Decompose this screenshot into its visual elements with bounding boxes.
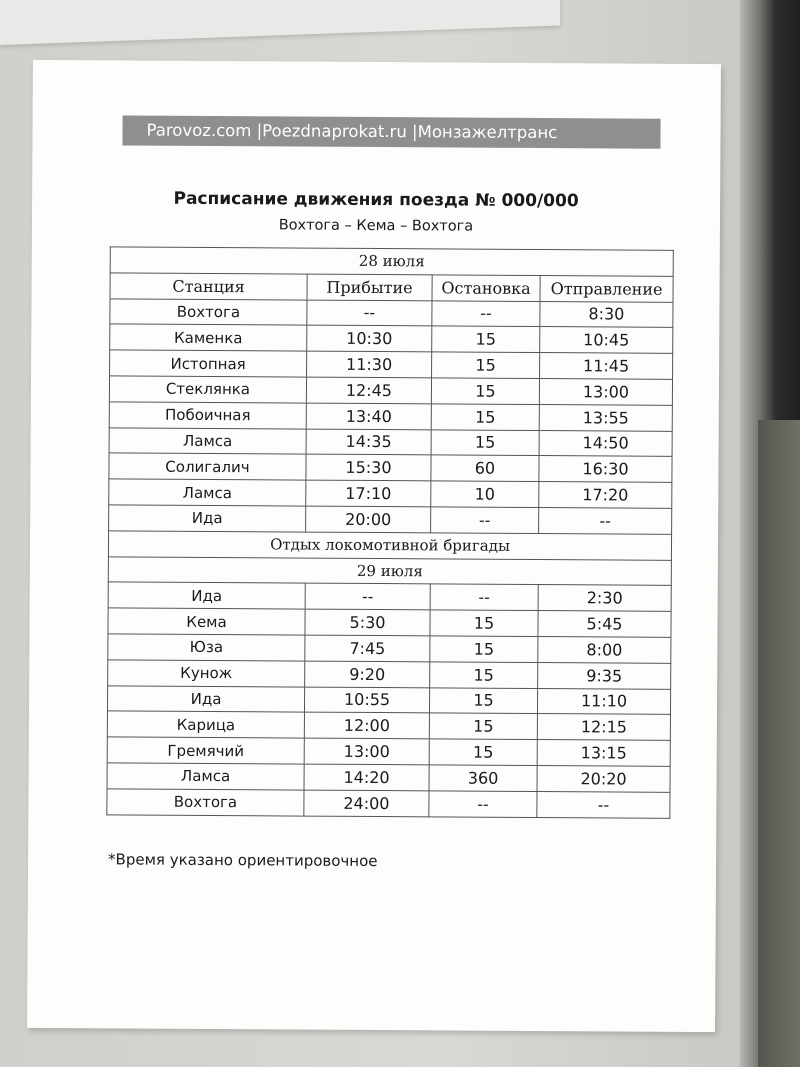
table-row [109, 402, 672, 431]
table-row [109, 453, 672, 482]
arrival-cell: 7:45 [305, 635, 430, 662]
stop-cell: 15 [431, 404, 539, 430]
departure-cell: -- [537, 791, 670, 818]
station-cell: Ламса [109, 427, 306, 454]
departure-cell: 16:30 [539, 456, 672, 483]
departure-cell: 9:35 [538, 662, 671, 689]
stop-cell: -- [430, 584, 538, 610]
table-row [109, 479, 672, 508]
station-cell: Карица [107, 711, 304, 738]
header-departure: Отправление [540, 275, 673, 302]
departure-cell: 11:45 [540, 353, 673, 380]
arrival-cell: 12:45 [306, 377, 431, 404]
header-arrival: Прибытие [307, 274, 432, 301]
arrival-cell: 17:10 [306, 480, 431, 507]
departure-cell: -- [539, 507, 672, 534]
departure-cell: 20:20 [537, 765, 670, 792]
departure-cell: 14:50 [539, 430, 672, 457]
day2-date-label-row [108, 556, 671, 585]
station-cell: Вохтога [107, 789, 304, 816]
background-wall [758, 420, 800, 1067]
departure-cell: 13:15 [537, 740, 670, 767]
departure-cell: 2:30 [538, 585, 671, 612]
schedule-sheet [27, 60, 721, 1032]
station-cell: Каменка [110, 324, 307, 351]
stop-cell: 15 [429, 739, 537, 765]
background-paper-sheet [0, 0, 560, 45]
table-row [108, 608, 671, 637]
schedule-table-body [107, 247, 673, 818]
stop-cell: 15 [430, 662, 538, 688]
departure-cell: 17:20 [539, 482, 672, 509]
table-row [108, 660, 671, 689]
stop-cell: 10 [431, 481, 539, 507]
day2-date-label: 29 июля [108, 556, 671, 585]
arrival-cell: 20:00 [306, 506, 431, 533]
stop-cell: 60 [431, 455, 539, 481]
departure-cell: 8:00 [538, 636, 671, 663]
footnote: *Время указано ориентировочное [108, 850, 378, 871]
station-cell: Гремячий [107, 737, 304, 764]
table-row [107, 789, 670, 818]
station-cell: Солигалич [109, 453, 306, 480]
station-cell: Ламса [107, 763, 304, 790]
station-cell: Юза [108, 634, 305, 661]
table-row [110, 350, 673, 379]
arrival-cell: -- [307, 300, 432, 327]
schedule-title: Расписание движения поезда № 000/000 [173, 188, 579, 212]
arrival-cell: 24:00 [304, 790, 429, 817]
departure-cell: 11:10 [537, 688, 670, 715]
stop-cell: 360 [429, 765, 537, 791]
stop-cell: 15 [432, 326, 540, 352]
table-row [107, 737, 670, 766]
table-row [107, 763, 670, 792]
arrival-cell: 10:30 [307, 325, 432, 352]
arrival-cell: 13:40 [306, 403, 431, 430]
arrival-cell: 10:55 [304, 687, 429, 714]
station-cell: Вохтога [110, 298, 307, 325]
table-row [108, 634, 671, 663]
station-cell: Побоичная [109, 402, 306, 429]
day1-band-row [110, 247, 673, 276]
stop-cell: 15 [429, 687, 537, 713]
departure-cell: 8:30 [540, 301, 673, 328]
table-row [109, 376, 672, 405]
background-window-frame [740, 0, 800, 1067]
station-cell: Кема [108, 608, 305, 635]
rest-label: Отдых локомотивной бригады [108, 531, 671, 560]
departure-cell: 13:55 [539, 404, 672, 431]
arrival-cell: 15:30 [306, 454, 431, 481]
table-row [107, 711, 670, 740]
stop-cell: 15 [432, 352, 540, 378]
station-cell: Кунож [108, 660, 305, 687]
station-cell: Ламса [109, 479, 306, 506]
stop-cell: -- [432, 300, 540, 326]
table-row [110, 324, 673, 353]
table-row [109, 427, 672, 456]
arrival-cell: 14:35 [306, 429, 431, 456]
header-stop: Остановка [432, 275, 540, 301]
arrival-cell: 13:00 [304, 738, 429, 765]
departure-cell: 13:00 [539, 378, 672, 405]
stop-cell: -- [431, 507, 539, 533]
departure-cell: 10:45 [540, 327, 673, 354]
day1-date-label: 28 июля [110, 247, 673, 276]
station-cell: Ида [108, 582, 305, 609]
departure-cell: 12:15 [537, 714, 670, 741]
stop-cell: 15 [431, 429, 539, 455]
stop-cell: 15 [430, 636, 538, 662]
table-row [109, 505, 672, 534]
stop-cell: -- [429, 791, 537, 817]
arrival-cell: 11:30 [307, 351, 432, 378]
header-banner: Parovoz.com |Poezdnaprokat.ru |Монзажелтранс [122, 115, 660, 148]
table-row [107, 685, 670, 714]
departure-cell: 5:45 [538, 611, 671, 638]
station-cell: Ида [109, 505, 306, 532]
arrival-cell: 9:20 [305, 661, 430, 688]
stop-cell: 15 [430, 610, 538, 636]
schedule-table [106, 246, 673, 818]
header-row [110, 273, 673, 302]
table-row [110, 298, 673, 327]
stop-cell: 15 [429, 713, 537, 739]
station-cell: Ида [107, 685, 304, 712]
arrival-cell: 12:00 [304, 712, 429, 739]
arrival-cell: 5:30 [305, 609, 430, 636]
arrival-cell: -- [305, 583, 430, 610]
table-row [108, 582, 671, 611]
station-cell: Стеклянка [109, 376, 306, 403]
route-subtitle: Вохтога – Кема – Вохтога [278, 217, 474, 235]
header-station: Станция [110, 273, 307, 300]
rest-label-row [108, 531, 671, 560]
station-cell: Истопная [110, 350, 307, 377]
stop-cell: 15 [431, 378, 539, 404]
arrival-cell: 14:20 [304, 764, 429, 791]
